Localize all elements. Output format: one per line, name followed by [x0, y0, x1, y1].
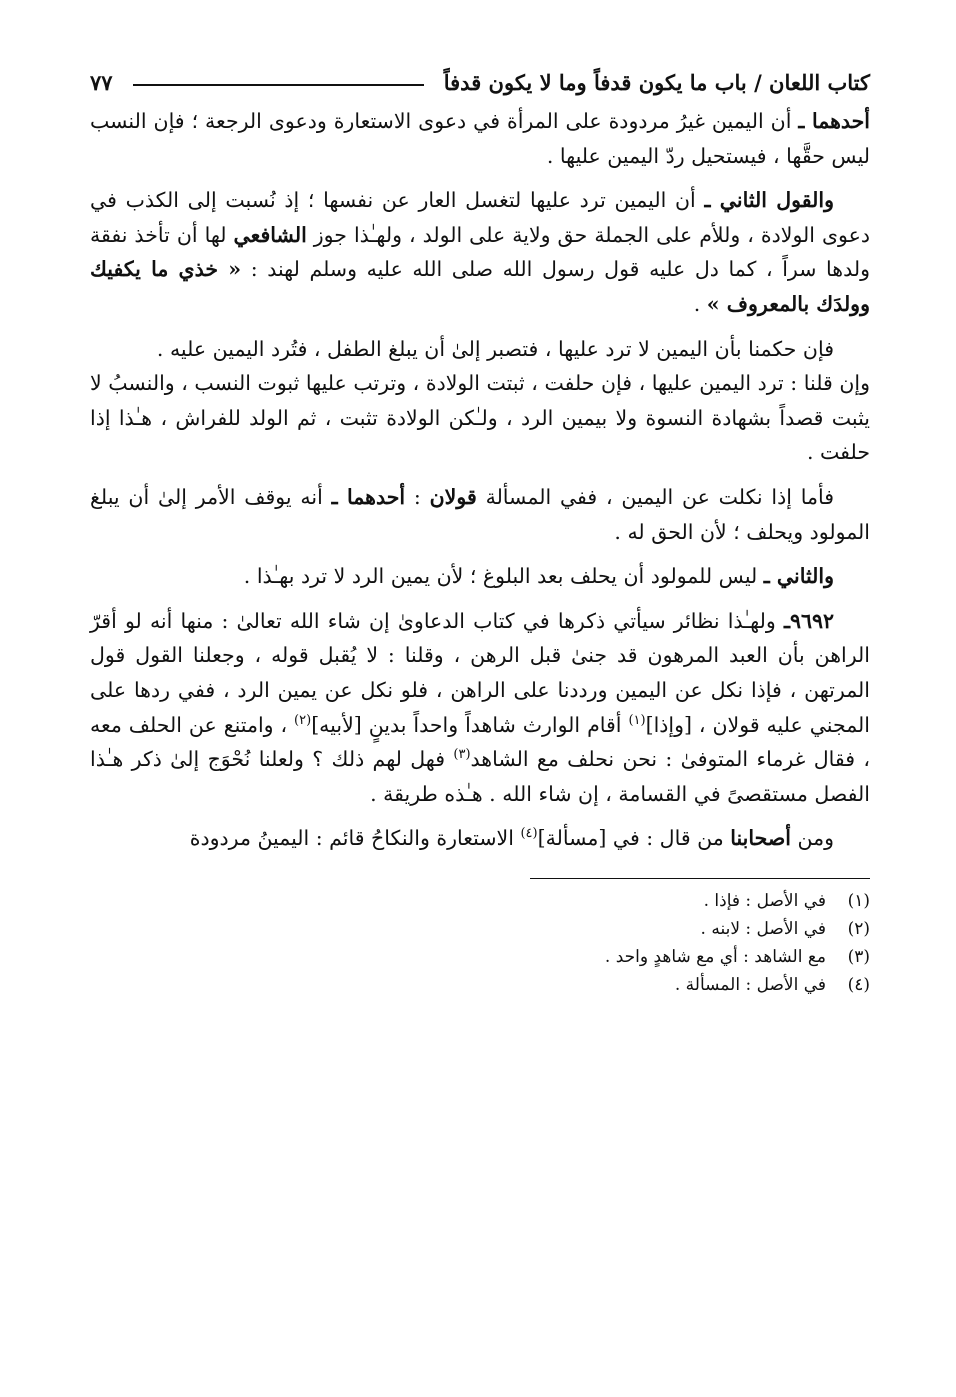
text-run: لها أن تأخذ نفقة ولدها سراً ، كما دل عليه قول رسول الله صلى الله عليه وسلم لهند :: [90, 222, 870, 282]
page-number: ٧٧: [90, 69, 113, 95]
footnote-ref: (٢): [294, 712, 312, 728]
footnote: [90, 971, 870, 999]
section-number: ٩٦٩٢ـ: [783, 608, 834, 633]
bold-term: والثاني ـ: [763, 564, 834, 589]
footnote-number: (١): [847, 890, 870, 911]
text-run: أن اليمين غيرُ مردودة على المرأة في دعوى الاستعارة ودعوى الرجعة ؛ فإن النسب ليس حقَّها ، فيستحيل ردّ اليمين عليها .: [90, 109, 870, 168]
footnote: [90, 943, 870, 971]
paragraph-2: [90, 183, 870, 321]
text-run: من قال : في [مسألة]: [537, 826, 731, 851]
bold-term: أصحابنا: [730, 826, 791, 851]
text-run: ، وامتنع عن الحلف معه ، فقال غرماء المتوفىٰ : نحن نحلف مع الشاهد: [90, 712, 871, 772]
text-run: فأما إذا نكلت عن اليمين ، ففي المسألة: [476, 484, 834, 509]
footnote-ref: (٣): [453, 747, 471, 763]
footnote-number: (٣): [847, 946, 870, 967]
running-header: [90, 60, 870, 104]
footnote: [90, 887, 870, 915]
paragraph-5: [90, 559, 870, 594]
paragraph-4: [90, 480, 870, 549]
text-run: .: [693, 291, 707, 316]
paragraph-3b: وإن قلنا : ترد اليمين عليها ، فإن حلفت ، ثبتت الولادة ، وترتب عليها ثبوت النسب ، والنسبُ لا يثبت قصداً بشهادة النسوة ولا بيمين الرد ، ولـٰكن الولادة تثبت ، ثم الولد للفراش ، هـٰذا إذا حلفت .: [90, 371, 870, 465]
bold-term: والقول الثاني ـ: [704, 188, 834, 213]
footnote-text: مع الشاهد : أي مع شاهدٍ واحد .: [604, 946, 826, 967]
paragraph-6: [90, 604, 870, 812]
footnote-number: (٢): [847, 918, 870, 939]
bold-term: أحدهما ـ: [798, 109, 871, 133]
footnote: [90, 915, 870, 943]
paragraph-3a: فإن حكمنا بأن اليمين لا ترد عليها ، فتصبر إلىٰ أن يبلغ الطفل ، فتُرد اليمين عليه .: [156, 336, 834, 361]
footnote-ref: (٤): [520, 826, 538, 842]
bold-term: أحدهما ـ: [331, 484, 406, 509]
footnote-text: في الأصل : المسألة .: [674, 974, 826, 995]
text-run: ليس للمولود أن يحلف بعد البلوغ ؛ لأن يمين الرد لا ترد بهـٰذا .: [243, 564, 764, 589]
text-run: فهل لهم ذلك ؟ ولعلنا نُحْوَج إلىٰ ذكر هـٰذا الفصل مستقصىً في القسامة ، إن شاء الله . هـٰذه طريقة .: [90, 747, 870, 806]
footnote-number: (٤): [847, 974, 870, 995]
text-run: :: [405, 484, 430, 509]
footnote-text: في الأصل : لابنه .: [700, 918, 826, 939]
footnote-ref: (١): [628, 712, 646, 728]
text-run: الاستعارة والنكاحُ قائم : اليمينُ مردودة: [189, 826, 521, 851]
footnote-text: في الأصل : فإذا .: [703, 890, 826, 911]
book-page: [90, 60, 870, 999]
text-run: أنه يوقف الأمر إلىٰ أن يبلغ المولود ويحلف ؛ لأن الحق له .: [90, 484, 870, 544]
header-title: كتاب اللعان / باب ما يكون قدفاً وما لا يكون قدفاً: [443, 69, 870, 95]
header-rule: [133, 84, 424, 86]
text-run: أن اليمين ترد عليها لتغسل العار عن نفسها ؛ إذ نُسبت إلى الكذب في دعوى الولادة ، وللأم على الجملة حق ولاية على الولد ، ولهـٰذا جوز: [90, 188, 870, 247]
hadith-quote: « خذي ما يكفيك وولدَك بالمعروف »: [90, 257, 870, 316]
text-run: أقام الوارث شاهداً واحداً بدينٍ [لأبيه]: [311, 712, 629, 737]
paragraph-7: [90, 821, 870, 856]
main-text: [90, 104, 870, 856]
text-run: ومن: [790, 826, 834, 851]
paragraph-1: [90, 104, 870, 173]
footnotes: [90, 887, 870, 999]
bold-term: الشافعي: [233, 222, 307, 247]
footnote-rule: [530, 878, 870, 879]
text-run: ولهـٰذا نظائر سيأتي ذكرها في كتاب الدعاوىٰ إن شاء الله تعالىٰ : منها أنه لو أقرّ الراهن بأن العبد المرهون قد جنىٰ قبل الرهن ، وقلنا : لا يُقبل قوله ، وجعلنا القول قول المرتهن ، فإذا نكل عن اليمين ورددنا على الراهن ، فلو نكل عن يمين الرد ، ففي ردها على المجني عليه قولان ، [وإذا]: [90, 608, 870, 737]
bold-term: قولان: [429, 484, 477, 509]
